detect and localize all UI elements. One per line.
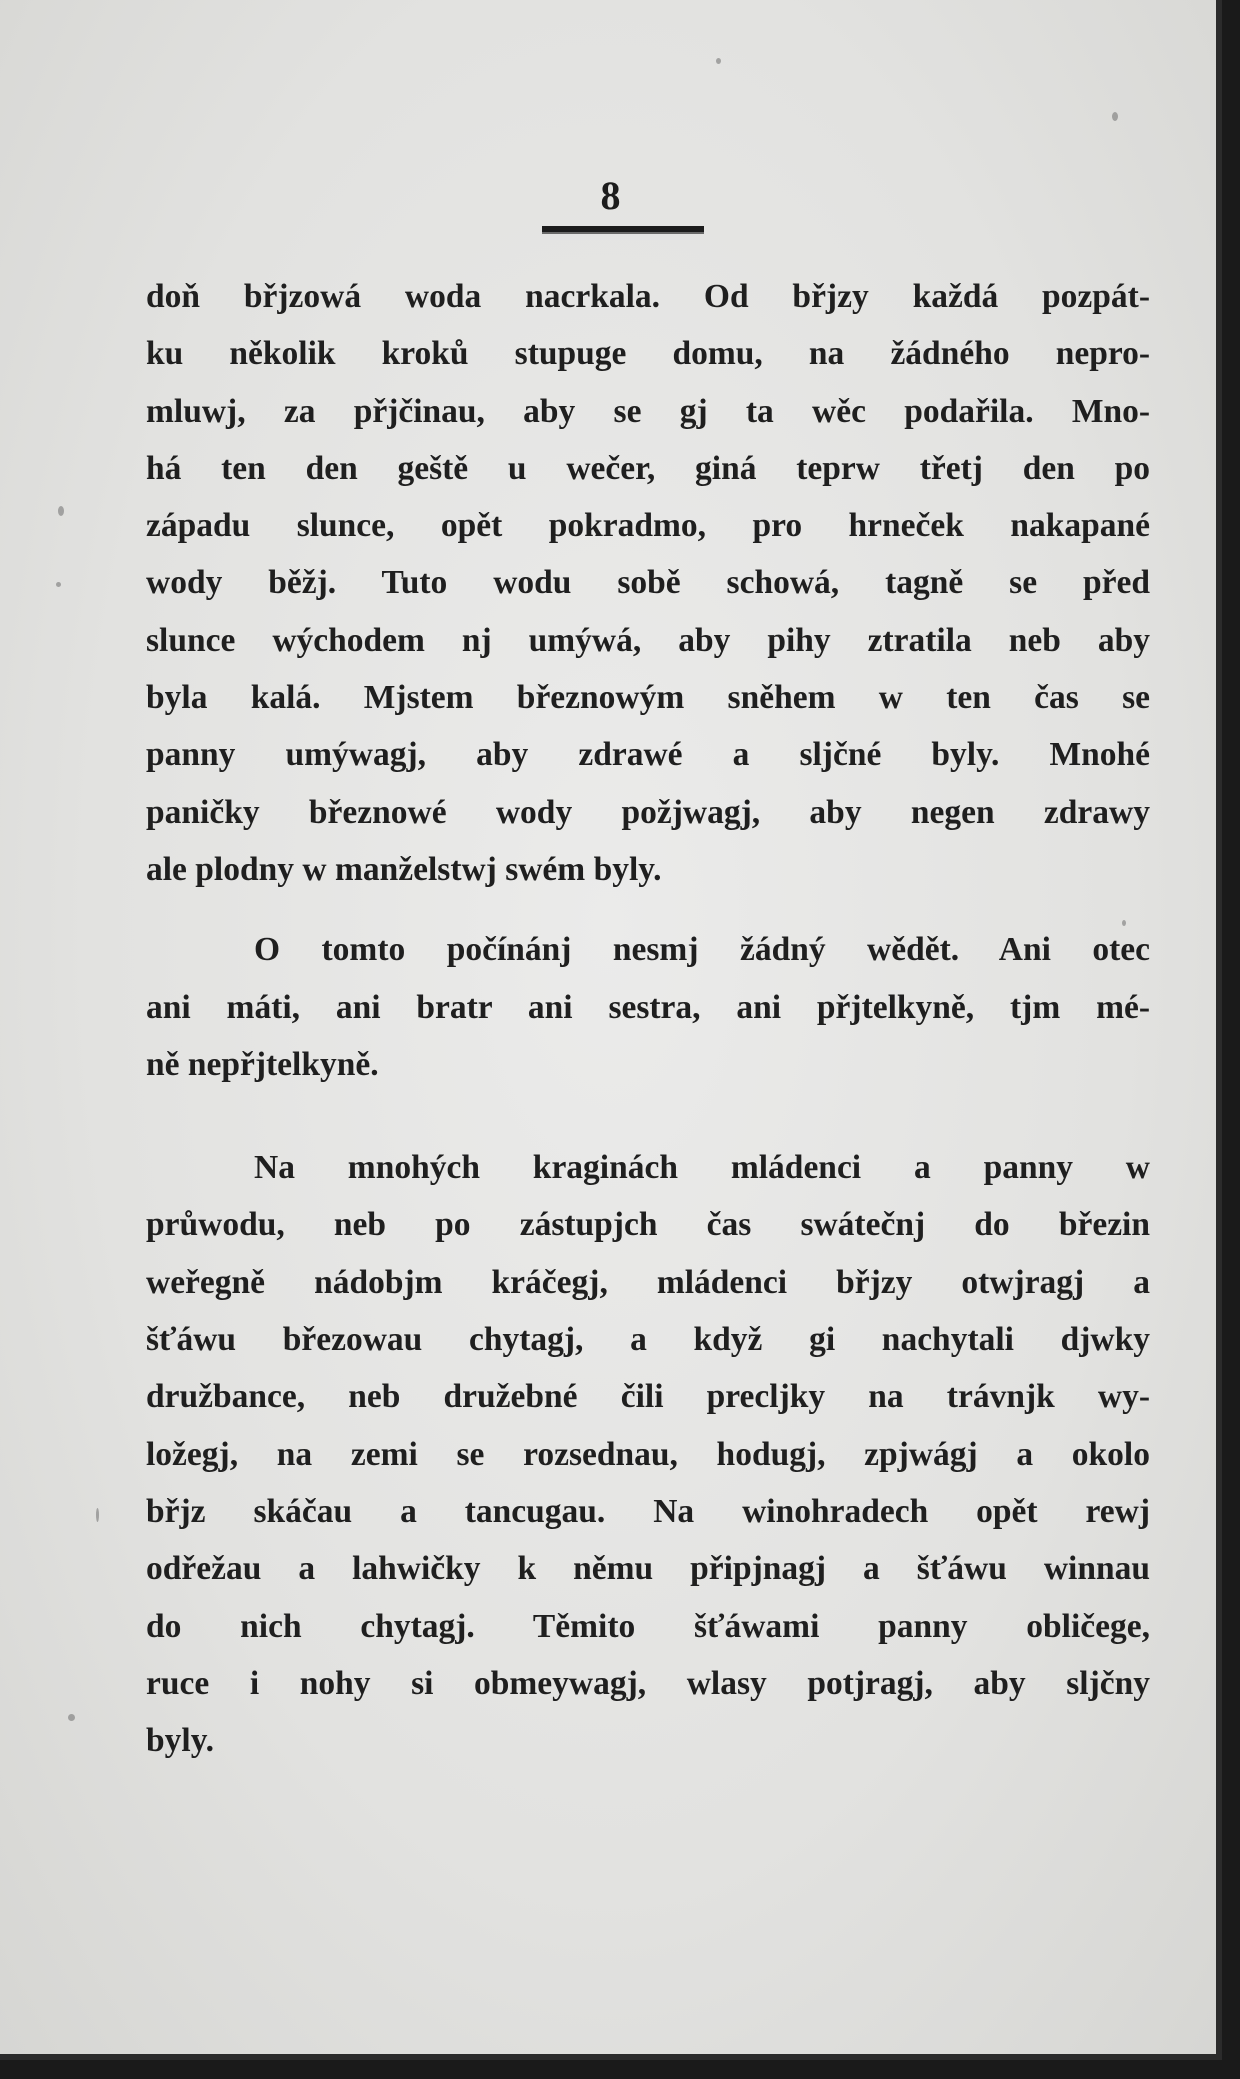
paragraph-2 <box>146 921 1150 1093</box>
text-line: doň břjzowá woda nacrkala. Od břjzy každá pozpát- <box>146 278 1150 315</box>
text-line: mluwj, za přjčinau, aby se gj ta wěc podařila. Mno- <box>146 392 1150 430</box>
text-line: byla kalá. Mjstem březnowým sněhem w ten čas se <box>146 679 1150 717</box>
text-line: ně nepřjtelkyně. <box>146 1045 379 1083</box>
page-number: 8 <box>600 173 622 218</box>
paper-speck <box>58 506 64 516</box>
text-line: slunce wýchodem nj umýwá, aby pihy ztratila neb aby <box>146 621 1150 659</box>
text-line: ale plodny w manželstwj swém byly. <box>146 850 662 888</box>
text-line: ku několik kroků stupuge domu, na žádného nepro- <box>146 335 1150 373</box>
text-line: šťáwu březowau chytagj, a když gi nachytali djwky <box>146 1321 1150 1359</box>
paper-speck <box>56 582 61 587</box>
paper-speck <box>1112 112 1118 121</box>
paragraph-1 <box>146 268 1150 898</box>
text-line: západu slunce, opět pokradmo, pro hrneček nakapané <box>146 507 1150 545</box>
text-line: paničky březnowé wody požjwagj, aby negen zdrawy <box>146 793 1150 831</box>
paper-speck <box>96 1508 99 1522</box>
paragraph-3 <box>146 1139 1150 1769</box>
text-line: byly. <box>146 1722 214 1760</box>
paper-speck <box>68 1714 75 1721</box>
text-line: ložegj, na zemi se rozsednau, hodugj, zpjwágj a okolo <box>146 1435 1150 1473</box>
text-line: há ten den geště u wečer, giná teprw třetj den po <box>146 449 1150 487</box>
paper-speck <box>1122 920 1126 926</box>
text-line: O tomto počínánj nesmj žádný wědět. Ani otec <box>254 931 1150 969</box>
page-number-rule <box>542 226 704 234</box>
text-line: břjz skáčau a tancugau. Na winohradech opět rewj <box>146 1492 1150 1530</box>
text-line: do nich chytagj. Těmito šťáwami panny obličege, <box>146 1607 1150 1645</box>
paragraph-gap <box>146 898 1150 921</box>
text-line: ruce i nohy si obmeywagj, wlasy potjragj, aby sljčny <box>146 1664 1150 1702</box>
text-line: ani máti, ani bratr ani sestra, ani přjtelkyně, tjm mé- <box>146 988 1150 1026</box>
paragraph-gap <box>146 1116 1150 1139</box>
text-line: průwodu, neb po zástupjch čas swátečnj do březin <box>146 1206 1150 1244</box>
body-text <box>146 268 1150 1769</box>
text-line: panny umýwagj, aby zdrawé a sljčné byly. Mnohé <box>146 736 1150 774</box>
text-line: wody běžj. Tuto wodu sobě schowá, tagně se před <box>146 564 1150 602</box>
text-line: Na mnohých kraginách mládenci a panny w <box>254 1149 1150 1187</box>
text-line: weřegně nádobjm kráčegj, mládenci břjzy otwjragj a <box>146 1263 1150 1301</box>
text-line: odřežau a lahwičky k němu připjnagj a šťáwu winnau <box>146 1550 1150 1588</box>
paragraph-gap <box>146 1093 1150 1116</box>
text-line: družbance, neb družebné čili precljky na trávnjk wy- <box>146 1378 1150 1416</box>
paper-speck <box>716 58 721 64</box>
